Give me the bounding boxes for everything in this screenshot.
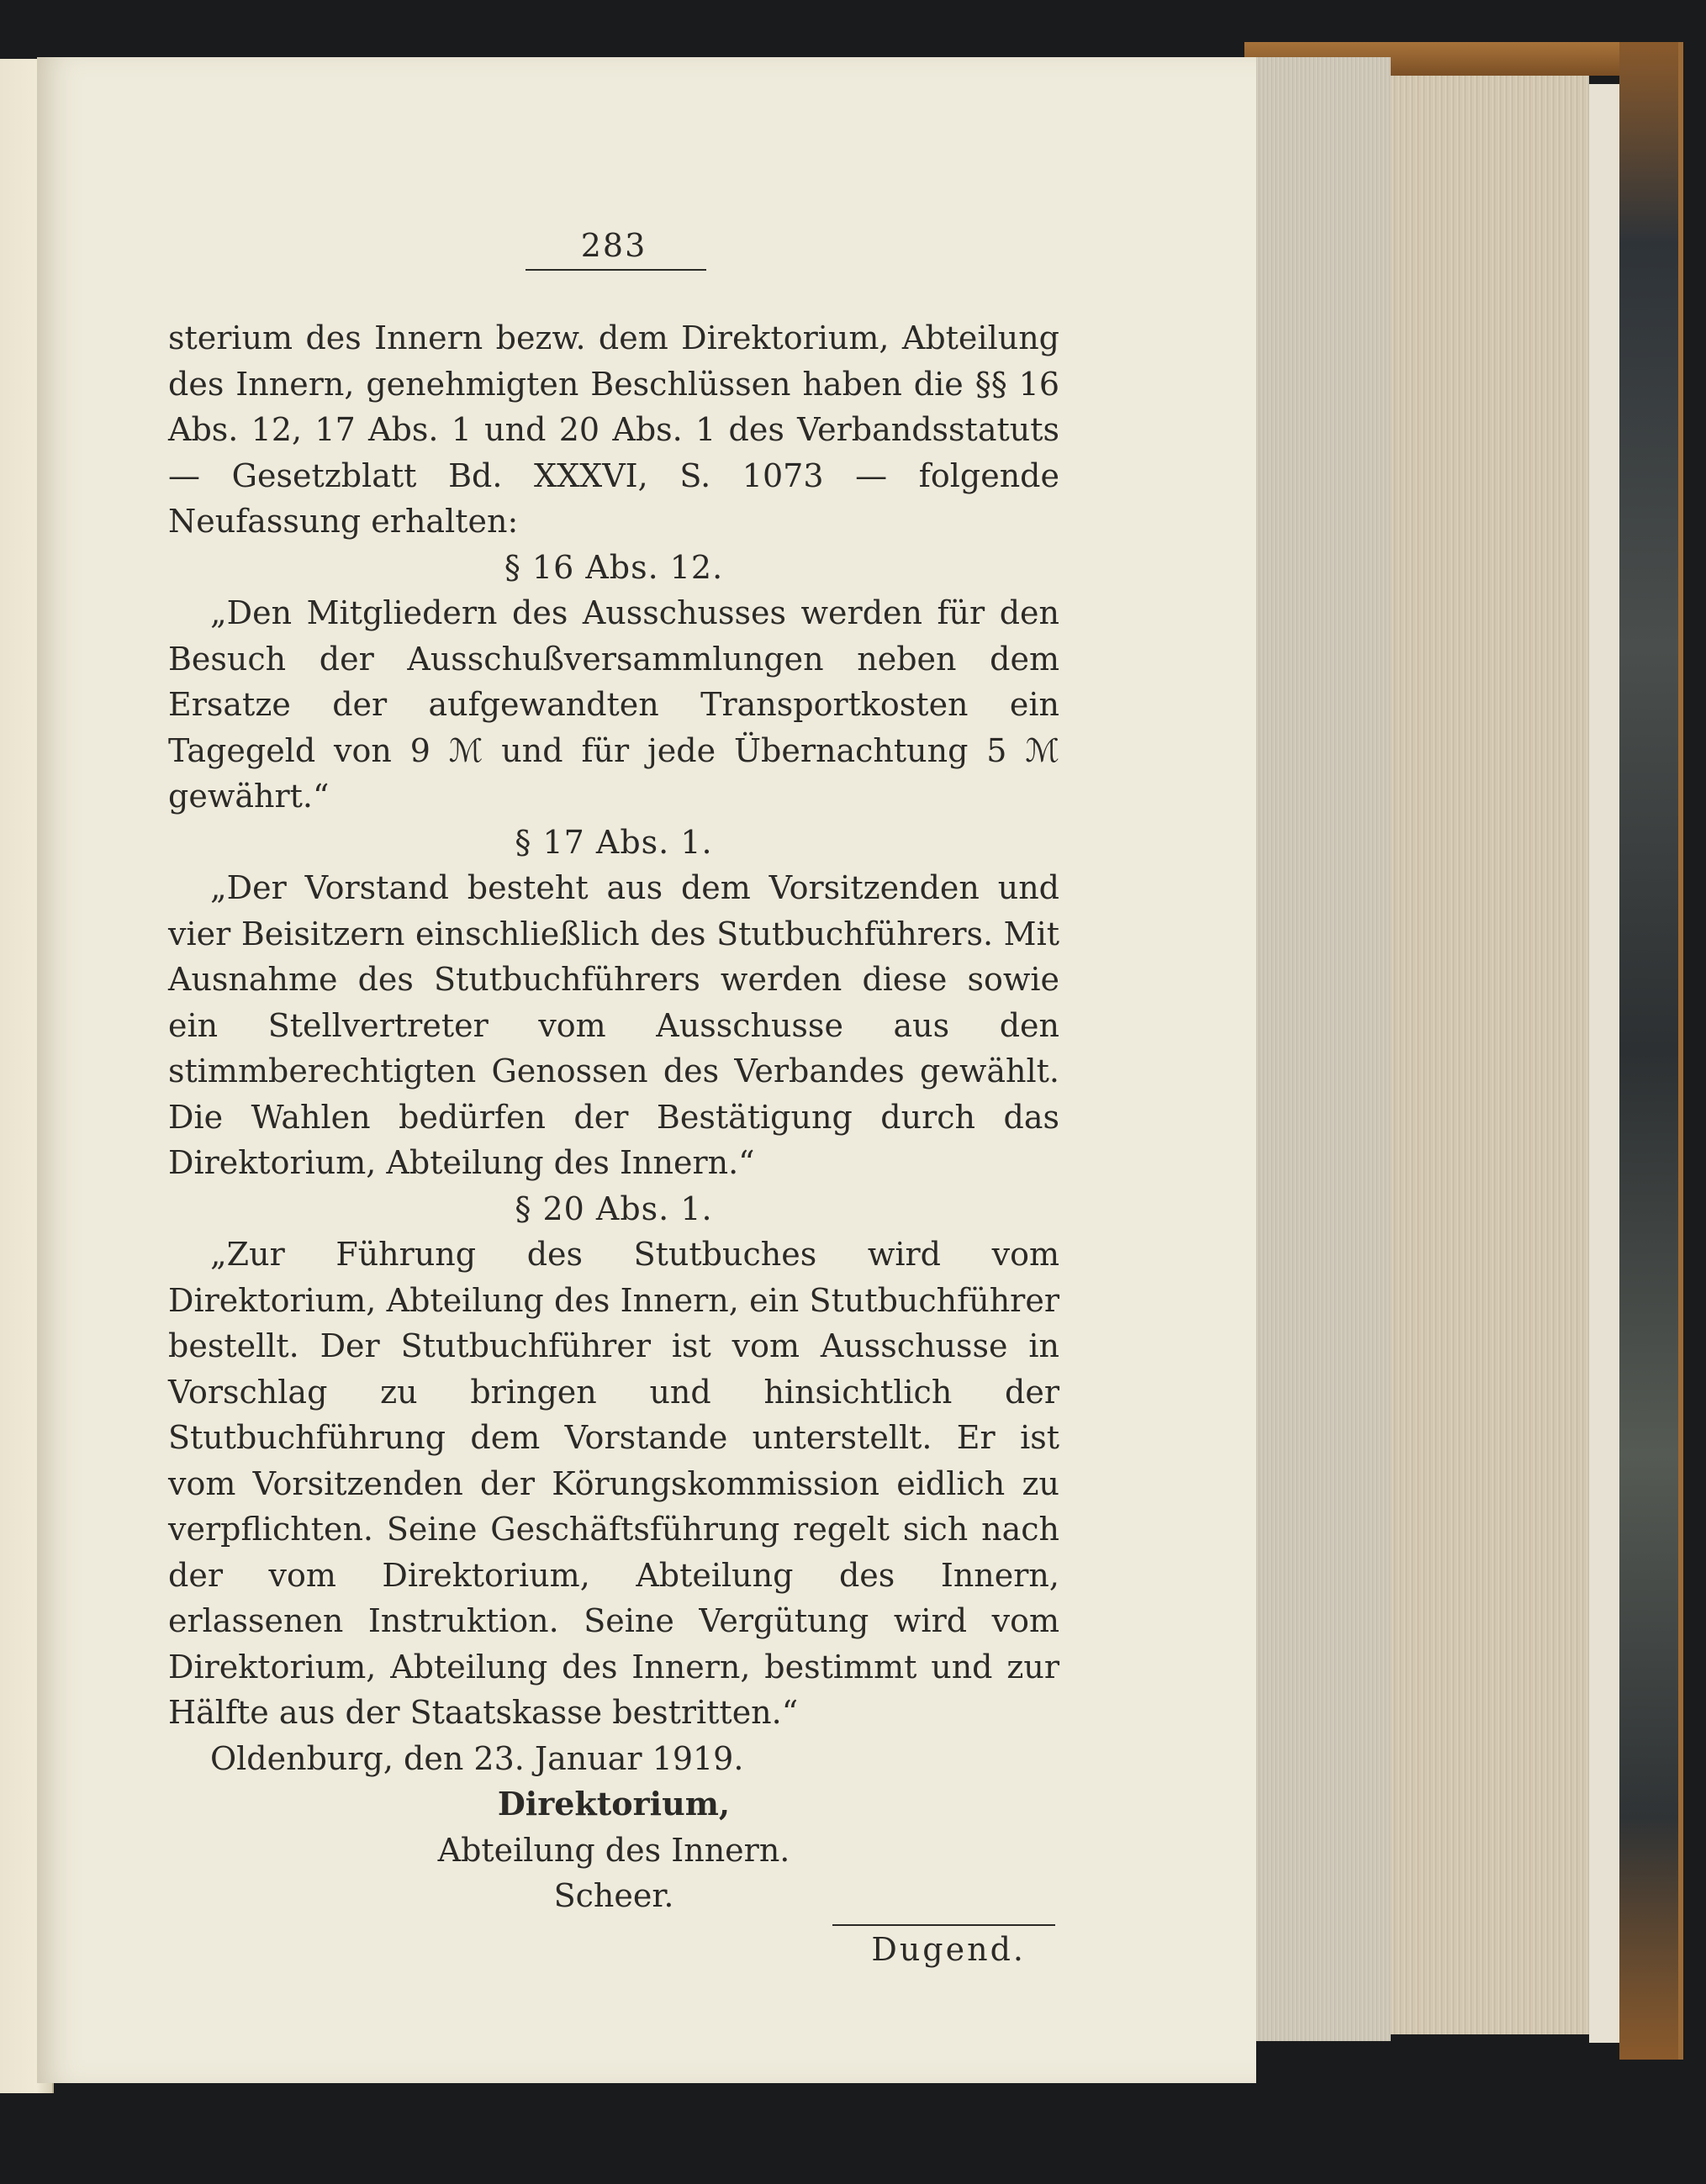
- paragraph-16: „Den Mitgliedern des Ausschusses werden für den Besuch der Ausschußversammlungen neben dem Ersatze der aufgewandten Transportkosten ein Tagegeld von 9 ℳ und für jede Übernachtung 5 ℳ gewährt.“: [168, 594, 1059, 815]
- page-block-edge: [1256, 57, 1391, 2041]
- page-number-rule: [526, 269, 706, 271]
- signature-name: Scheer.: [553, 1877, 674, 1914]
- page-block-edge-back: [1391, 76, 1589, 2034]
- page-number: 283: [580, 227, 647, 264]
- endpaper-edge: [1589, 84, 1619, 2043]
- book-cover-spine: [1619, 42, 1683, 2060]
- paragraph-intro: sterium des Innern bezw. dem Direktorium, Abteilung des Innern, genehmigten Beschlüssen haben die §§ 16 Abs. 12, 17 Abs. 1 und 20 Abs. 1 des Verbandsstatuts — Gesetzblatt Bd. XXXVI, S. 1073 — folgende Neufassung erhalten:: [168, 319, 1059, 540]
- signature-department: Abteilung des Innern.: [437, 1831, 790, 1869]
- section-heading-17: § 17 Abs. 1.: [515, 823, 713, 861]
- end-rule: [832, 1924, 1055, 1926]
- end-word: Dugend.: [871, 1931, 1026, 1968]
- place-date: Oldenburg, den 23. Januar 1919.: [210, 1739, 744, 1777]
- body-text: [168, 315, 1059, 1919]
- paragraph-17: „Der Vorstand besteht aus dem Vorsitzenden und vier Beisitzern einschließlich des Stutbuchführers. Mit Ausnahme des Stutbuchführers werden diese sowie ein Stellvertreter vom Ausschusse aus den stimmberechtigten Genossen des Verbandes gewählt. Die Wahlen bedürfen der Bestätigung durch das Direktorium, Abteilung des Innern.“: [168, 869, 1059, 1181]
- signature-body: Direktorium,: [497, 1785, 731, 1823]
- section-heading-20: § 20 Abs. 1.: [515, 1190, 713, 1227]
- paragraph-20: „Zur Führung des Stutbuches wird vom Direktorium, Abteilung des Innern, ein Stutbuchführer bestellt. Der Stutbuchführer ist vom Ausschusse in Vorschlag zu bringen und hinsichtlich der Stutbuchführung dem Vorstande unterstellt. Er ist vom Vorsitzenden der Körungskommission eidlich zu verpflichten. Seine Geschäftsführung regelt sich nach der vom Direktorium, Abteilung des Innern, erlassenen Instruktion. Seine Vergütung wird vom Direktorium, Abteilung des Innern, bestimmt und zur Hälfte aus der Staatskasse bestritten.“: [168, 1236, 1059, 1731]
- section-heading-16: § 16 Abs. 12.: [504, 548, 724, 586]
